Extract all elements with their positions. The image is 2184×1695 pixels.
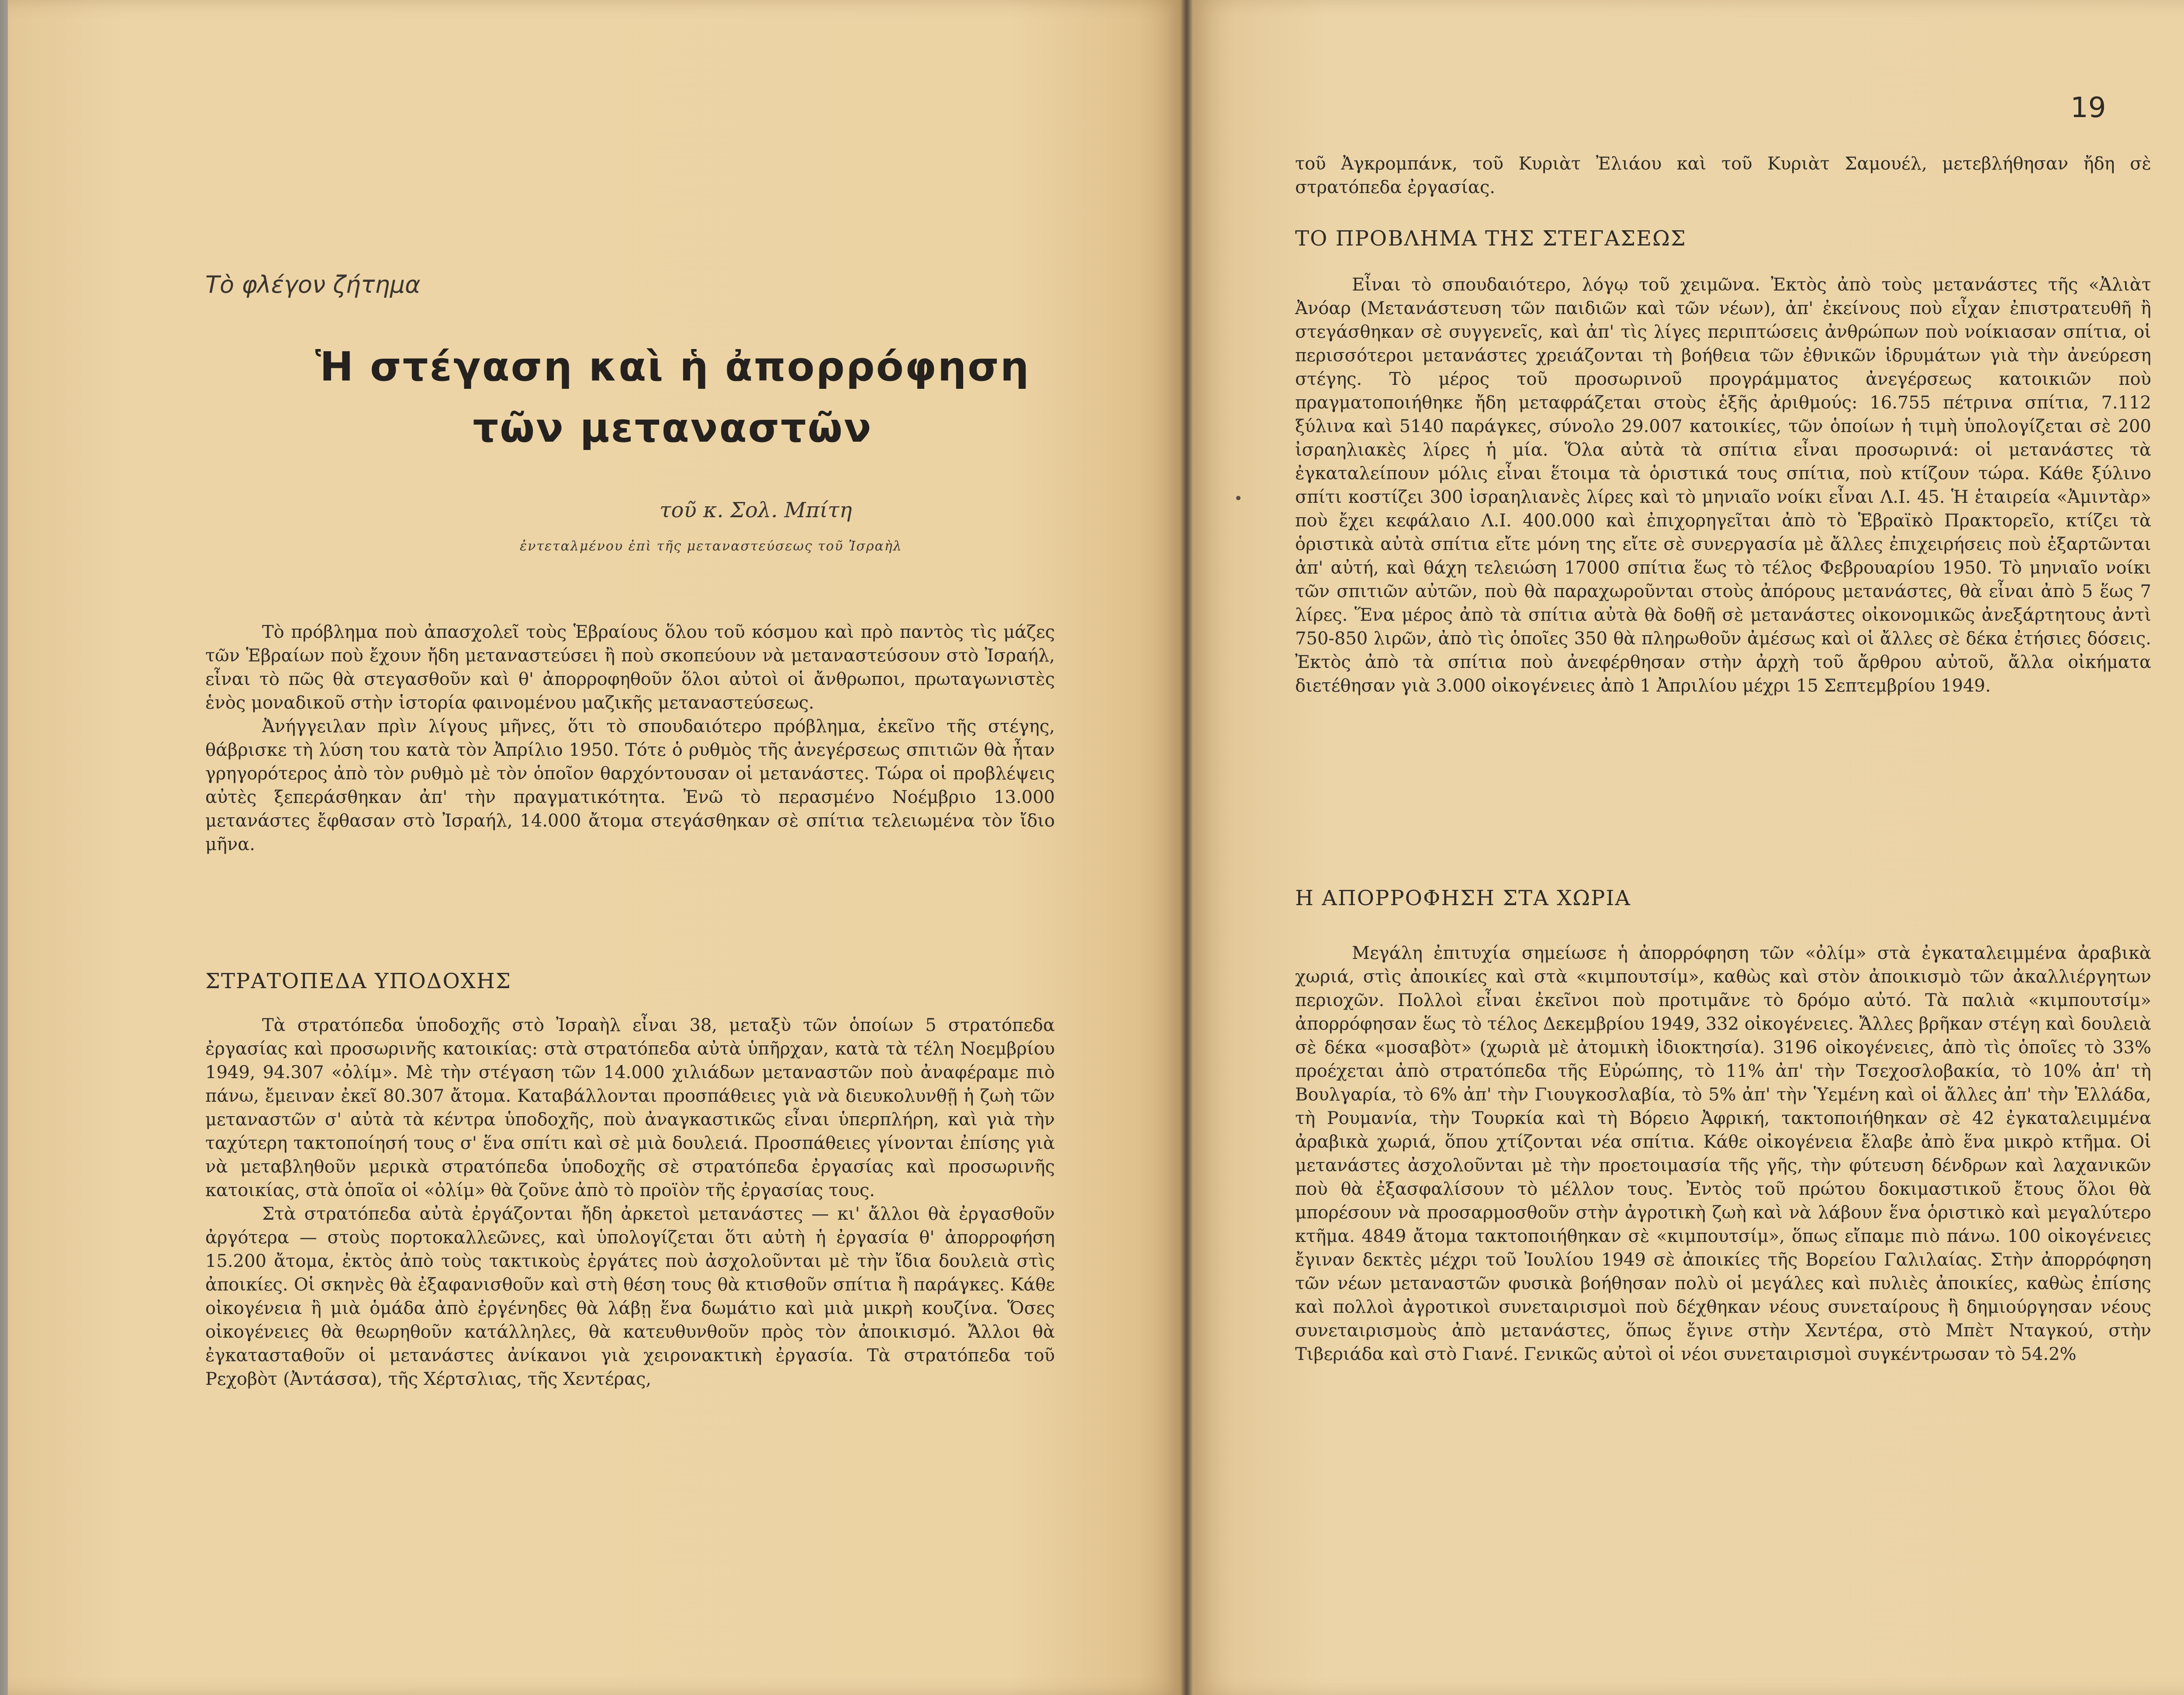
right-page	[1189, 0, 2184, 1695]
title-line-2: τῶν μεταναστῶν	[473, 405, 873, 451]
book-gutter	[1180, 0, 1193, 1695]
kicker-label: Τὸ φλέγον ζήτημα	[205, 271, 421, 298]
continuation-paragraph: τοῦ Ἀγκρομπάνκ, τοῦ Κυριὰτ Ἐλιάου καὶ τοῦ Κυριὰτ Σαμουέλ, μετεβλήθησαν ἤδη σὲ στρατόπεδα ἐργασίας.	[1295, 154, 2151, 197]
continuation-column	[1295, 152, 2151, 199]
author-affiliation: ἐντεταλμένου ἐπὶ τῆς μεταναστεύσεως τοῦ Ἰσραὴλ	[520, 539, 902, 554]
housing-paragraph-1: Εἶναι τὸ σπουδαιότερο, λόγῳ τοῦ χειμῶνα. Ἐκτὸς ἀπὸ τοὺς μετανάστες τῆς «Ἀλιὰτ Ἀνόαρ (Μετανάστευση τῶν παιδιῶν καὶ τῶν νέων), ἀπ' ἐκείνους ποὺ εἶχαν ἐπιστρατευθῆ ἢ στεγάσθηκαν σὲ συγγενεῖς, καὶ ἀπ' τὶς λίγες περιπτώσεις ἀνθρώπων ποὺ νοίκιασαν σπίτια, οἱ περισσότεροι μετανάστες χρειάζονται τὴ βοήθεια τῶν ἐθνικῶν ἱδρυμάτων γιὰ τὴν ἀνεύρεση στέγης. Τὸ μέρος τοῦ προσωρινοῦ προγράμματος ἀνεγέρσεως κατοικιῶν ποὺ πραγματοποιήθηκε ἤδη μεταφράζεται στοὺς ἑξῆς ἀριθμούς: 16.755 πέτρινα σπίτια, 7.112 ξύλινα καὶ 5140 παράγκες, σύνολο 29.007 κατοικίες, τῶν ὁποίων ἡ τιμὴ ὑπολογίζεται σὲ 200 ἰσραηλιακὲς λίρες ἡ μία. Ὅλα αὐτὰ τὰ σπίτια εἶναι προσωρινά: οἱ μετανάστες τὰ ἐγκαταλείπουν μόλις εἶναι ἕτοιμα τὰ ὁριστικά τους σπίτια, ποὺ κτίζουν τώρα. Κάθε ξύλινο σπίτι κοστίζει 300 ἰσραηλιανὲς λίρες καὶ τὸ μηνιαῖο νοίκι εἶναι Λ.Ι. 45. Ἡ ἑταιρεία «Ἀμιντὰρ» ποὺ ἔχει κεφάλαιο Λ.Ι. 400.000 καὶ ἐπιχορηγεῖται ἀπὸ τὸ Ἑβραϊκὸ Πρακτορεῖο, κτίζει τὰ ὁριστικὰ αὐτὰ σπίτια εἴτε μόνη της εἴτε σὲ συνεργασία μὲ ἄλλες ἐπιχειρήσεις ποὺ ἐξαρτῶνται ἀπ' αὐτή, καὶ θάχη τελειώση 17000 σπίτια ἕως τὸ τέλος Φεβρουαρίου 1950. Τὸ μηνιαῖο νοίκι τῶν σπιτιῶν αὐτῶν, ποὺ θὰ παραχωροῦνται στοὺς ἀπόρους μετανάστες, θὰ εἶναι ἀπὸ 5 ἕως 7 λίρες. Ἕνα μέρος ἀπὸ τὰ σπίτια αὐτὰ θὰ δοθῆ σὲ μετανάστες οἰκονομικῶς ἀνεξάρτητους ἀντὶ 750-850 λιρῶν, ἀπὸ τὶς ὁποῖες 350 θὰ πληρωθοῦν ἀμέσως καὶ οἱ ἄλλες σὲ δέκα ἐτήσιες δόσεις. Ἐκτὸς ἀπὸ τὰ σπίτια ποὺ ἀνεφέρθησαν στὴν ἀρχὴ τοῦ ἄρθρου αὐτοῦ, ἄλλα οἰκήματα διετέθησαν γιὰ 3.000 οἰκογένειες ἀπὸ 1 Ἀπριλίου μέχρι 15 Σεπτεμβρίου 1949.	[1295, 275, 2151, 696]
section-heading-village-absorption: Η ΑΠΟΡΡΟΦΗΣΗ ΣΤΑ ΧΩΡΙΑ	[1295, 886, 1631, 910]
village-absorption-column	[1295, 941, 2151, 1366]
author-byline: τοῦ κ. Σολ. Μπίτη	[660, 498, 852, 522]
title-line-1: Ἡ στέγαση καὶ ἡ ἀπορρόφηση	[315, 343, 1030, 390]
intro-column	[205, 620, 1055, 856]
page-number: 19	[2070, 92, 2106, 124]
section-heading-reception-camps: ΣΤΡΑΤΟΠΕΔΑ ΥΠΟΔΟΧΗΣ	[205, 969, 511, 993]
intro-paragraph-2: Ἀνήγγειλαν πρὶν λίγους μῆνες, ὅτι τὸ σπουδαιότερο πρόβλημα, ἐκεῖνο τῆς στέγης, θάβρισκε τὴ λύση του κατὰ τὸν Ἀπρίλιο 1950. Τότε ὁ ρυθμὸς τῆς ἀνεγέρσεως σπιτιῶν θὰ ἦταν γρηγορότερος ἀπὸ τὸν ρυθμὸ μὲ τὸν ὁποῖον θαρχόντουσαν οἱ μετανάστες. Τώρα οἱ προβλέψεις αὐτὲς ξεπεράσθηκαν ἀπ' τὴν πραγματικότητα. Ἐνῶ τὸ περασμένο Νοέμβριο 13.000 μετανάστες ἔφθασαν στὸ Ἰσραήλ, 14.000 ἄτομα στεγάσθηκαν σὲ σπίτια τελειωμένα τὸν ἴδιο μῆνα.	[205, 716, 1055, 854]
intro-paragraph-1: Τὸ πρόβλημα ποὺ ἀπασχολεῖ τοὺς Ἑβραίους ὅλου τοῦ κόσμου καὶ πρὸ παντὸς τὶς μάζες τῶν Ἑβραίων ποὺ ἔχουν ἤδη μεταναστεύσει ἢ ποὺ σκοπεύουν νὰ μεταναστεύσουν στὸ Ἰσραήλ, εἶναι τὸ πῶς θὰ στεγασθοῦν καὶ θ' ἀπορροφηθοῦν ὅλοι αὐτοὶ οἱ ἄνθρωποι, πρωταγωνιστὲς ἑνὸς μοναδικοῦ στὴν ἱστορία φαινομένου μαζικῆς μεταναστεύσεως.	[205, 622, 1055, 713]
reception-paragraph-1: Τὰ στρατόπεδα ὑποδοχῆς στὸ Ἰσραὴλ εἶναι 38, μεταξὺ τῶν ὁποίων 5 στρατόπεδα ἐργασίας καὶ προσωρινῆς κατοικίας: στὰ στρατόπεδα αὐτὰ ὑπῆρχαν, κατὰ τὰ τέλη Νοεμβρίου 1949, 94.307 «ὀλίμ». Μὲ τὴν στέγαση τῶν 14.000 χιλιάδων μεταναστῶν ποὺ ἀναφέραμε πιὸ πάνω, ἔμειναν ἐκεῖ 80.307 ἄτομα. Καταβάλλονται προσπάθειες γιὰ νὰ διευκολυνθῇ ἡ ζωὴ τῶν μεταναστῶν σ' αὐτὰ τὰ κέντρα ὑποδοχῆς, ποὺ ἀναγκαστικῶς εἶναι ὑπερπλήρη, καὶ γιὰ τὴν ταχύτερη τακτοποίησή τους σ' ἕνα σπίτι καὶ σὲ μιὰ δουλειά. Προσπάθειες γίνονται ἐπίσης γιὰ νὰ μεταβληθοῦν μερικὰ στρατόπεδα ὑποδοχῆς σὲ στρατόπεδα ἐργασίας καὶ προσωρινῆς κατοικίας, στὰ ὁποῖα οἱ «ὀλίμ» θὰ ζοῦνε ἀπὸ τὸ προϊὸν τῆς ἐργασίας τους.	[205, 1015, 1055, 1200]
section-heading-housing-problem: ΤΟ ΠΡΟΒΛΗΜΑ ΤΗΣ ΣΤΕΓΑΣΕΩΣ	[1295, 226, 1686, 251]
article-title	[245, 336, 1101, 459]
ink-speck	[1236, 496, 1241, 500]
housing-problem-column	[1295, 273, 2151, 698]
reception-camps-column	[205, 1014, 1055, 1391]
village-paragraph-1: Μεγάλη ἐπιτυχία σημείωσε ἡ ἀπορρόφηση τῶν «ὀλίμ» στὰ ἐγκαταλειμμένα ἀραβικὰ χωριά, στὶς ἀποικίες καὶ στὰ «κιμπουτσίμ», καθὼς καὶ στὸν ἀποικισμὸ τῶν ἀκαλλιέργητων περιοχῶν. Πολλοὶ εἶναι ἐκεῖνοι ποὺ προτιμᾶνε τὸ δρόμο αὐτό. Τὰ παλιὰ «κιμπουτσίμ» ἀπορρόφησαν ἕως τὸ τέλος Δεκεμβρίου 1949, 332 οἰκογένειες. Ἄλλες βρῆκαν στέγη καὶ δουλειὰ σὲ δέκα «μοσαβὸτ» (χωριὰ μὲ ἀτομικὴ ἰδιοκτησία). 3196 οἰκογένειες, ἀπὸ τὶς ὁποῖες τὸ 33% προέχεται ἀπὸ στρατόπεδα τῆς Εὐρώπης, τὸ 11% ἀπ' τὴν Τσεχοσλοβακία, τὸ 10% ἀπ' τὴ Βουλγαρία, τὸ 6% ἀπ' τὴν Γιουγκοσλαβία, τὸ 5% ἀπ' τὴν Ὑεμένη καὶ οἱ ἄλλες ἀπ' τὴν Ἑλλάδα, τὴ Ρουμανία, τὴν Τουρκία καὶ τὴ Βόρειο Ἀφρική, τακτοποιήθηκαν σὲ 42 ἐγκαταλειμμένα ἀραβικὰ χωριά, ὅπου χτίζονται νέα σπίτια. Κάθε οἰκογένεια ἔλαβε ἀπὸ ἕνα μικρὸ κτῆμα. Οἱ μετανάστες ἀσχολοῦνται μὲ τὴν προετοιμασία τῆς γῆς, τὴν φύτευση δένδρων καὶ λαχανικῶν ποὺ θὰ ἐξασφαλίσουν τὸ μέλλον τους. Ἐντὸς τοῦ πρώτου δοκιμαστικοῦ ἔτους ὅλοι θὰ μπορέσουν νὰ προσαρμοσθοῦν στὴν ἀγροτικὴ ζωὴ καὶ νὰ λάβουν ἕνα ὁριστικὸ καὶ μεγαλύτερο κτῆμα. 4849 ἄτομα τακτοποιήθηκαν σὲ «κιμπουτσίμ», ὅπως εἴπαμε πιὸ πάνω. 100 οἰκογένειες ἔγιναν δεκτὲς μέχρι τοῦ Ἰουλίου 1949 σὲ ἀποικίες τῆς Βορείου Γαλιλαίας. Στὴν ἀπορρόφηση τῶν νέων μεταναστῶν φυσικὰ βοήθησαν πολὺ οἱ μεγάλες καὶ πυλιὲς ἀποικίες, καθὼς ἐπίσης καὶ πολλοὶ ἀγροτικοὶ συνεταιρισμοὶ ποὺ δέχθηκαν νέους συνεταίρους ἢ δημιούργησαν νέους συνεταιρισμοὺς ἀπὸ μετανάστες, ὅπως ἔγινε στὴν Χεντέρα, στὸ Μπὲτ Νταγκού, στὴν Τιβεριάδα καὶ στὸ Γιανέ. Γενικῶς αὐτοὶ οἱ νέοι συνεταιρισμοὶ συγκέντρωσαν τὸ 54.2%	[1295, 943, 2151, 1364]
reception-paragraph-2: Στὰ στρατόπεδα αὐτὰ ἐργάζονται ἤδη ἀρκετοὶ μετανάστες — κι' ἄλλοι θὰ ἐργασθοῦν ἀργότερα — στοὺς πορτοκαλλεῶνες, καὶ ὑπολογίζεται ὅτι αὐτὴ ἡ ἐργασία θ' ἀπορροφήση 15.200 ἄτομα, ἐκτὸς ἀπὸ τοὺς τακτικοὺς ἐργάτες ποὺ ἀσχολοῦνται μὲ τὴν ἴδια δουλειὰ στὶς ἀποικίες. Οἱ σκηνὲς θὰ ἐξαφανισθοῦν καὶ στὴ θέση τους θὰ κτισθοῦν σπίτια ἢ παράγκες. Κάθε οἰκογένεια ἢ μιὰ ὁμάδα ἀπὸ ἐργένηδες θὰ λάβῃ ἕνα δωμάτιο καὶ μιὰ μικρὴ κουζίνα. Ὅσες οἰκογένειες θὰ θεωρηθοῦν κατάλληλες, θὰ κατευθυνθοῦν πρὸς τὸν ἀποικισμό. Ἄλλοι θὰ ἐγκατασταθοῦν οἱ μετανάστες ἀνίκανοι γιὰ χειρονακτικὴ ἐργασία. Τὰ στρατόπεδα τοῦ Ρεχοβὸτ (Ἀντάσσα), τῆς Χέρτσλιας, τῆς Χεντέρας,	[205, 1204, 1055, 1389]
